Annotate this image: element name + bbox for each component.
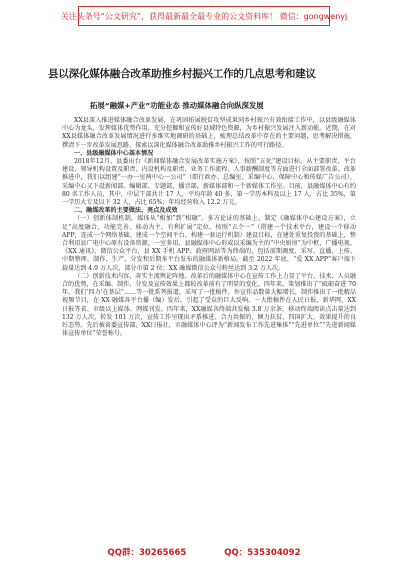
footer-contact xyxy=(0,546,408,558)
qq-group-text: QQ群：30265665 xyxy=(107,548,187,558)
section-heading-1: 一、县级融媒体中心基本情况 xyxy=(74,149,154,157)
intro-paragraph: XX县深入推进媒体融合改革发展，在巩固拓展脱贫攻坚成果同乡村振兴有效衔接工作中，以县级融媒体中心为龙头，发挥媒体优势作用，充分挖掘和宣传好县域特色资源，为乡村振兴发展注入新动能。近期，在对XX县媒体融合改革发展情况进行多维实地调研的基础上，梳理总结改革中存在的主要问题，思考解决措施，撰清下一步改革发展思路，探索以深化媒体融合改革助推乡村振兴工作的可行路径。 xyxy=(62,117,356,149)
document-body xyxy=(62,117,356,338)
paragraph-mechanism: （一）创新体制机制，媒体从“相加”到“相融”。多方论证的基础上，制定《融媒体中心建设方案》，立足“高度融合、功能完善、移动为主、有利扩展”定位，按照“五个一”（搭建一个技术平台，建设一个移动 APP，连成一个网络基础、建成一个空间平台、构建一套运行机制）建设目标，在建处重复投资的基础上，整合利用县广电中心原有设备资源，一室多用，县融媒体中心形成以采编为主的“中央厨房”为中枢，广播电视、《XX 通讯》、微信公众平台，县 XX 手机 APP、政府网站等为终端的，包括前期调度、采写、直播、上传、中期整理、制作、生产、分发和后期多平台发布的融媒体新格局。截至 2022 年底，“爱 XX APP”客户端下载量达到 4.9 万人次，部分市第 2 位；XX 融媒微信公众号粉丝达到 3.2 万人次。 xyxy=(62,215,356,272)
qq-number-text: QQ：535304092 xyxy=(224,548,301,558)
promo-banner[interactable]: 关注头条号“公文研究”，获得最新最全最专业的公文资料库！ 微信：gongwenyj xyxy=(78,6,330,26)
section-heading-2: 二、融媒改革的主要做法、亮点及成效 xyxy=(74,207,178,215)
document-subtitle: 拓展“融媒+产业”功能业态 推动媒体融合向纵深发展 xyxy=(90,101,264,110)
document-title: 县以深化媒体融合改革助推乡村振兴工作的几点思考和建议 xyxy=(48,68,316,80)
paragraph-technology: （二）创新技术内容，奔实主流舆论阵地。改革后的融媒体中心在宣传工作上力显了平台、技术、人员融合的优势，在采编、制作、分发及宣传效果上都较改革前有了明显的变化。四年来，策划推出了“砥砺奋进 70 年，我们‘四力’在基层”……等一批系列报道，采写了一批稿件，外宣作品数量大幅增长，制作推出了一批精品视频节目，在 XX 融媒各平台播（编）发后，引起了受众的巨大反响。一大批稿件在人民日报、新华网、XX日报等省、市级以上媒体、网媒刊发。四年来，XX融媒各终端共发稿 3.8 万余条，移动终端阅读点击量达到 132 万人次，转发 101 万次，宣传工作呈现出矛盾推进、合力共振的、倾力扶贫、四国扩大，效果提升的良好态势。先后被省委宣传部、XX日报社，市融媒体中心评为“新闻发布工作先进集体”“先进单位”“先进新闻媒体宣传单位”荣誉称号。 xyxy=(62,272,356,338)
paragraph-basic-info: 2018年12月，县委出台《新闻媒体融合发展改革实施方案》，按照“五化”建设目标，从主要职责、平台建设、领导机构设置及职责、内设机构及职责、业务工作流程、人事薪酬制度等方面进行全面部署改革。改革推进中，我们以组建“一办一室两中心一公司”（即行政办、总编室、采编中心、保障中心和传媒广告公司），采编中心又下设新闻部、编辑部、专题部、播音部，新媒体部和一个新媒体工作室。目前，县融媒体中心有约 80 名工作人员，其中，中层干部共计 17 人，平均年龄 40 多，第一学历本科及以上 17 人，占比 35%，第一学历大专及以下 32 人，占比 65%；年均经营收入 12.2 万元。 xyxy=(62,158,356,207)
